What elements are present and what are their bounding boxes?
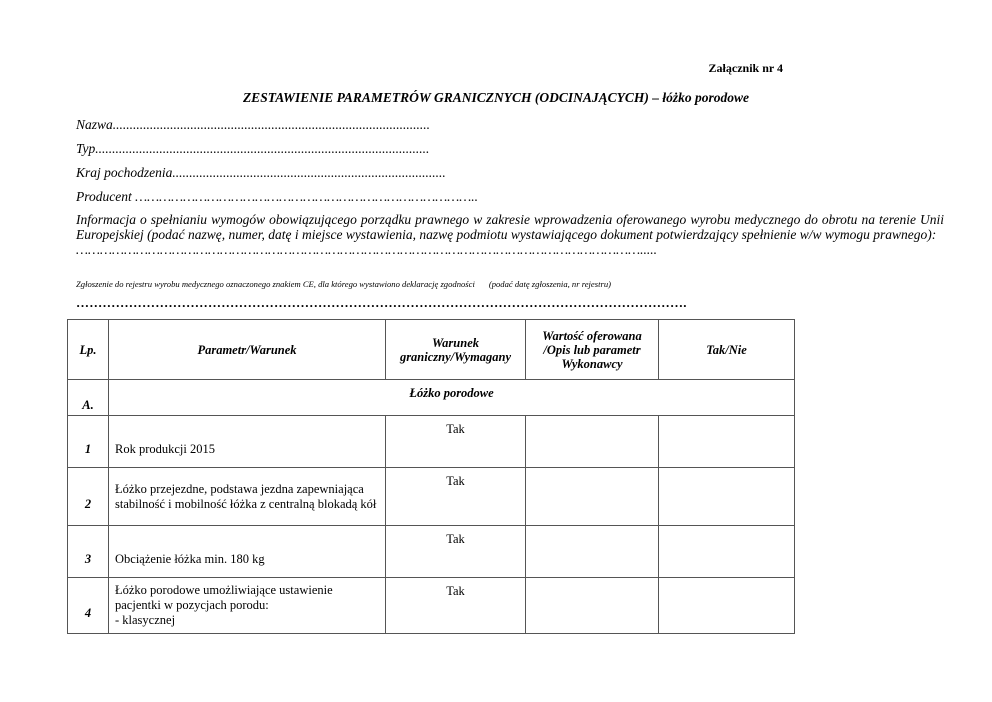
row-yes-no-cell[interactable] — [659, 526, 795, 578]
table-header-row — [68, 320, 795, 380]
row-param-text: Obciążenie łóżka min. 180 kg — [115, 552, 265, 566]
legal-info-dots: ……………………………………………………………………………………………………………………………..... — [76, 242, 658, 257]
row-yes-no-cell[interactable] — [659, 578, 795, 634]
row-lp — [68, 468, 109, 526]
row-lp-text: 1 — [84, 442, 92, 456]
field-type: Typ................................................................................................... — [76, 141, 430, 156]
row-param — [109, 578, 386, 634]
registry-note — [76, 279, 611, 289]
header-offered-line3: Wykonawcy — [561, 356, 623, 371]
parameters-table — [67, 319, 795, 634]
row-lp-text: 3 — [84, 552, 92, 566]
section-lp-text: A. — [82, 398, 94, 412]
annex-label: Załącznik nr 4 — [708, 61, 783, 75]
header-offered — [526, 320, 659, 380]
row-lp — [68, 416, 109, 468]
table-row — [68, 578, 795, 634]
row-param-line2: - klasycznej — [115, 613, 176, 627]
registry-note-main: Zgłoszenie do rejestru wyrobu medycznego oznaczonego znakiem CE, dla którego wystawiono deklarację zgodności — [76, 279, 475, 289]
row-yes-no-cell[interactable] — [659, 416, 795, 468]
row-lp-text: 4 — [84, 606, 92, 620]
row-condition: Tak — [386, 416, 526, 468]
row-param-line1: Łóżko porodowe umożliwiające ustawienie pacjentki w pozycjach porodu: — [115, 583, 333, 612]
header-param: Parametr/Warunek — [109, 320, 386, 380]
table-row — [68, 468, 795, 526]
header-yes-no: Tak/Nie — [659, 320, 795, 380]
row-condition: Tak — [386, 526, 526, 578]
header-offered-line1: Wartość oferowana — [542, 328, 642, 343]
table-row — [68, 526, 795, 578]
row-offered-cell[interactable] — [526, 416, 659, 468]
row-lp — [68, 578, 109, 634]
row-offered-cell[interactable] — [526, 578, 659, 634]
header-lp: Lp. — [68, 320, 109, 380]
section-lp — [68, 380, 109, 416]
document-title: ZESTAWIENIE PARAMETRÓW GRANICZNYCH (ODCINAJĄCYCH) – łóżko porodowe — [242, 90, 750, 105]
row-param — [109, 416, 386, 468]
row-lp-text: 2 — [84, 497, 92, 511]
registry-note-hint: (podać datę zgłoszenia, nr rejestru) — [488, 279, 611, 289]
row-offered-cell[interactable] — [526, 526, 659, 578]
row-param: Łóżko przejezdne, podstawa jezdna zapewniająca stabilność i mobilność łóżka z centralną blokadą kół — [109, 468, 386, 526]
row-condition: Tak — [386, 468, 526, 526]
header-condition-line1: Warunek — [431, 335, 479, 350]
legal-info — [76, 212, 944, 257]
table-row — [68, 416, 795, 468]
legal-info-text: Informacja o spełnianiu wymogów obowiązującego porządku prawnego w zakresie wprowadzenia oferowanego wyrobu medycznego do obrotu na terenie Unii Europejskiej (podać nazwę, numer, datę i miejsce wystawienia, nazwę podmiotu wystawiającego dokument potwierdzający spełnienie w/w wymogu prawnego): — [76, 212, 944, 242]
row-condition: Tak — [386, 578, 526, 634]
registry-dots: …………………………………………………………………………………………………………………………. — [76, 295, 687, 310]
section-row — [68, 380, 795, 416]
header-condition-line2: graniczny/Wymagany — [399, 349, 512, 364]
row-param-text: Rok produkcji 2015 — [115, 442, 215, 456]
field-country: Kraj pochodzenia................................................................................. — [76, 165, 446, 180]
row-offered-cell[interactable] — [526, 468, 659, 526]
row-lp — [68, 526, 109, 578]
row-param — [109, 526, 386, 578]
header-offered-line2: /Opis lub parametr — [543, 342, 641, 357]
field-producer: Producent ………………………………………………………………………….. — [76, 189, 478, 204]
field-name: Nazwa.............................................................................................. — [76, 117, 431, 132]
section-title: Łóżko porodowe — [109, 380, 795, 416]
row-yes-no-cell[interactable] — [659, 468, 795, 526]
header-condition — [386, 320, 526, 380]
